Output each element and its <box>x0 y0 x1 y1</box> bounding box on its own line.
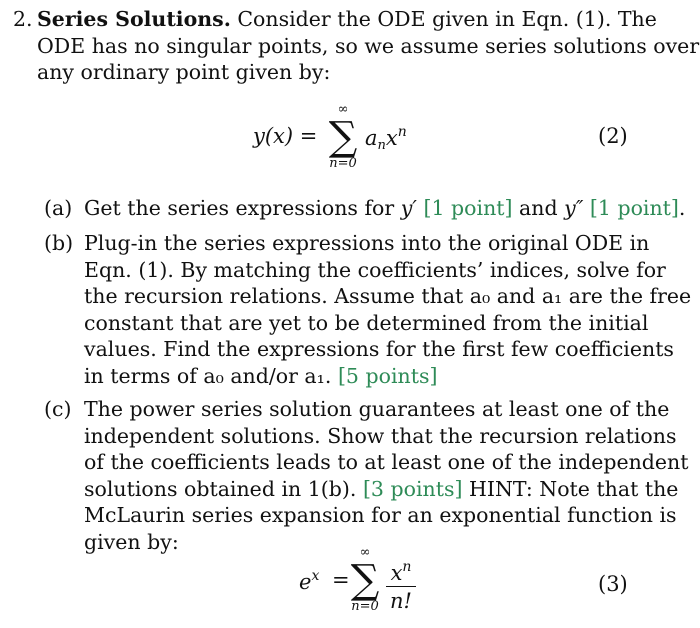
intro-line-1-rest: Consider the ODE given in Eqn. (1). The <box>237 7 657 31</box>
equation-2-sum <box>321 103 365 171</box>
item-c-line-4-pre: solutions obtained in 1(b). <box>84 476 357 501</box>
item-c-line-4-post: HINT: Note that the <box>462 476 679 501</box>
item-c <box>44 396 688 555</box>
equation-3-equals: = <box>332 568 350 592</box>
item-b-line-4: constant that are yet to be determined from the initial <box>84 310 649 335</box>
equation-3-label: (3) <box>598 572 628 596</box>
eq3-numerator <box>386 554 416 586</box>
item-b-line-5: values. Find the expressions for the first few coefficients <box>84 337 674 361</box>
item-a-ydprime: y″ <box>564 196 584 220</box>
item-b <box>44 230 691 389</box>
equation-3-fraction <box>386 554 416 615</box>
item-b-line-1: Plug-in the series expressions into the original ODE in <box>84 231 650 255</box>
item-b-line-3: the recursion relations. Assume that a₀ and a₁ are the free <box>84 284 692 308</box>
item-a-points-2: [1 point] <box>589 196 679 220</box>
intro-line-1 <box>13 6 699 33</box>
problem-title: Series Solutions. <box>37 7 231 31</box>
eq2-sum-lower: n=0 <box>329 156 357 171</box>
eq2-term-x: x <box>385 126 398 150</box>
sigma-symbol: ∑ <box>328 114 358 160</box>
item-c-line-5: McLaurin series expansion for an exponential function is <box>84 503 677 527</box>
item-a-text: Get the series expressions for <box>84 196 401 220</box>
eq3-lhs-sup: x <box>311 568 320 584</box>
eq3-denominator: n! <box>390 589 412 613</box>
item-c-line-1: The power series solution guarantees at least one of the <box>84 397 670 421</box>
item-c-points: [3 points] <box>362 476 463 501</box>
eq3-numerator-x: x <box>390 561 403 585</box>
eq2-sum-upper: ∞ <box>337 102 349 117</box>
sigma-symbol: ∑ <box>350 557 380 603</box>
eq3-sum-upper: ∞ <box>359 545 371 560</box>
equation-2-lhs <box>253 124 317 148</box>
eq2-term-sup: n <box>397 124 407 140</box>
intro-line-3: any ordinary point given by: <box>37 60 331 84</box>
item-a-label: (a) <box>44 196 73 220</box>
problem-intro <box>13 6 699 86</box>
item-a-yprime: y′ <box>400 196 417 220</box>
item-b-points: [5 points] <box>337 363 438 388</box>
item-a <box>44 195 685 222</box>
equation-3-lhs <box>299 568 319 594</box>
item-a-and: and <box>512 196 565 220</box>
equation-2-label: (2) <box>598 124 628 148</box>
problem-number: 2. <box>13 7 33 31</box>
eq2-term-sub: n <box>377 138 386 153</box>
equation-2-term <box>365 124 407 153</box>
eq3-lhs-e: e <box>299 570 312 594</box>
item-a-end: . <box>678 196 686 220</box>
item-c-line-6: given by: <box>84 529 179 554</box>
intro-line-2: ODE has no singular points, so we assume series solutions over <box>37 33 700 58</box>
eq3-numerator-sup: n <box>402 559 412 575</box>
item-b-label: (b) <box>44 231 74 255</box>
eq3-sum-lower: n=0 <box>351 599 379 614</box>
eq2-lhs-text: y(x) = <box>253 124 318 148</box>
item-c-label: (c) <box>44 397 72 421</box>
item-b-line-6: in terms of a₀ and/or a₁. <box>84 363 332 388</box>
eq2-term-a: a <box>365 126 378 150</box>
item-b-line-2: Eqn. (1). By matching the coefficients’ indices, solve for <box>84 257 666 282</box>
item-a-points-1: [1 point] <box>423 196 513 220</box>
equation-3-sum <box>343 546 387 614</box>
item-c-line-2: independent solutions. Show that the recursion relations <box>84 423 677 448</box>
item-c-line-3: of the coefficients leads to at least one of the independent <box>84 450 689 474</box>
